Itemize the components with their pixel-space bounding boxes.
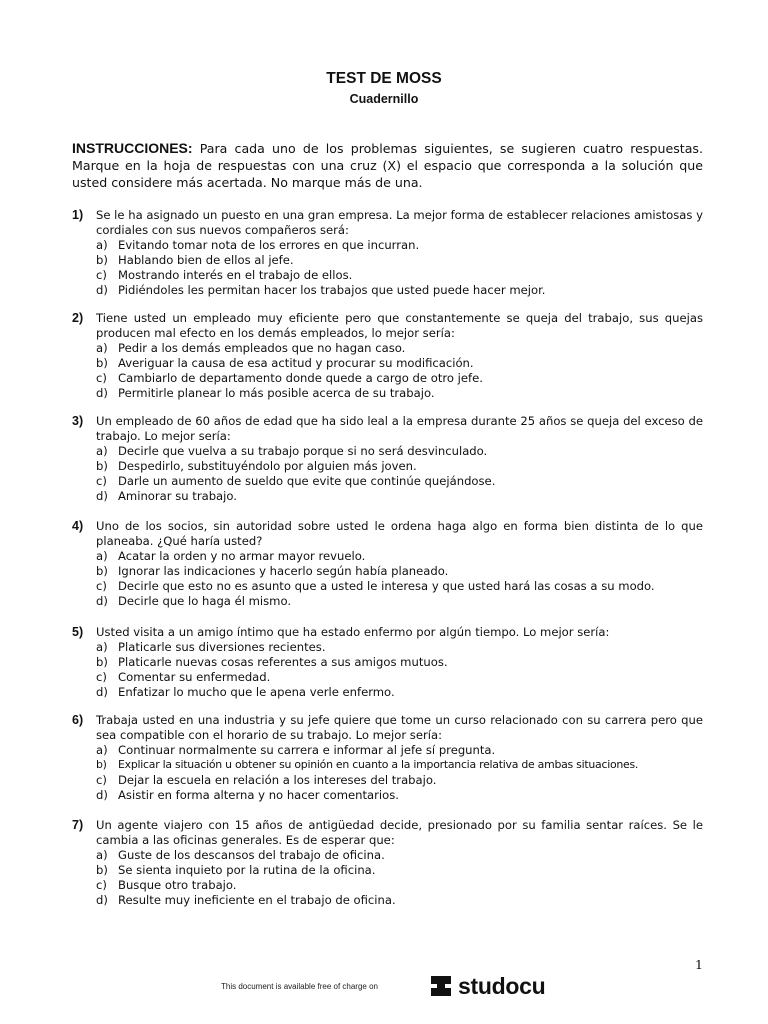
question-number: 7) xyxy=(72,818,84,832)
option-letter: a) xyxy=(96,847,108,862)
option-text: Enfatizar lo mucho que le apena verle enfermo. xyxy=(118,684,395,699)
instructions-paragraph xyxy=(72,140,703,191)
option-text: Platicarle sus diversiones recientes. xyxy=(118,639,326,654)
question-stem: Un agente viajero con 15 años de antigüedad decide, presionado por su familia sentar raíces. Se le cambia a las oficinas generales. Es de esperar que: xyxy=(96,818,703,847)
answer-options xyxy=(96,848,703,908)
option-text: Busque otro trabajo. xyxy=(118,877,237,892)
document-subtitle: Cuadernillo xyxy=(349,92,419,106)
footer-availability-text: This document is available free of charge on xyxy=(221,982,378,991)
answer-option xyxy=(96,863,703,878)
option-letter: b) xyxy=(96,563,108,578)
answer-option xyxy=(96,893,703,908)
option-letter: b) xyxy=(96,654,108,669)
studocu-brand-link[interactable] xyxy=(426,971,545,1001)
answer-option xyxy=(96,371,703,386)
question-stem: Trabaja usted en una industria y su jefe quiere que tome un curso relacionado con su carrera pero que sea compatible con el horario de su trabajo. Lo mejor sería: xyxy=(96,713,703,742)
answer-option xyxy=(96,356,703,371)
option-text: Ignorar las indicaciones y hacerlo según había planeado. xyxy=(118,563,449,578)
option-text: Pidiéndoles les permitan hacer los trabajos que usted puede hacer mejor. xyxy=(118,282,546,297)
question-number: 2) xyxy=(72,311,84,325)
option-letter: d) xyxy=(96,684,108,699)
question-number: 4) xyxy=(72,519,84,533)
answer-option xyxy=(96,386,703,401)
question-item xyxy=(72,713,703,802)
option-text: Guste de los descansos del trabajo de oficina. xyxy=(118,847,385,862)
option-text: Hablando bien de ellos al jefe. xyxy=(118,252,294,267)
option-text: Resulte muy ineficiente en el trabajo de oficina. xyxy=(118,892,396,907)
answer-options xyxy=(96,341,703,401)
option-letter: d) xyxy=(96,282,108,297)
answer-option xyxy=(96,283,703,298)
option-text: Despedirlo, substituyéndolo por alguien más joven. xyxy=(118,458,417,473)
option-letter: d) xyxy=(96,787,108,802)
option-text: Platicarle nuevas cosas referentes a sus amigos mutuos. xyxy=(118,654,448,669)
option-letter: d) xyxy=(96,488,108,503)
option-letter: a) xyxy=(96,443,108,458)
option-letter: a) xyxy=(96,742,108,757)
answer-option xyxy=(96,640,703,655)
option-text: Acatar la orden y no armar mayor revuelo. xyxy=(118,548,366,563)
answer-option xyxy=(96,743,703,758)
option-text: Pedir a los demás empleados que no hagan caso. xyxy=(118,340,406,355)
option-letter: b) xyxy=(96,458,108,473)
option-text: Mostrando interés en el trabajo de ellos. xyxy=(118,267,353,282)
option-text: Aminorar su trabajo. xyxy=(118,488,237,503)
question-item xyxy=(72,519,703,608)
option-letter: b) xyxy=(96,355,108,370)
answer-option xyxy=(96,549,703,564)
option-text: Averiguar la causa de esa actitud y procurar su modificación. xyxy=(118,355,474,370)
page-number: 1 xyxy=(695,957,703,972)
option-letter: a) xyxy=(96,639,108,654)
answer-option xyxy=(96,489,703,504)
option-letter: c) xyxy=(96,578,107,593)
document-title: TEST DE MOSS xyxy=(326,70,442,87)
option-text: Comentar su enfermedad. xyxy=(118,669,271,684)
answer-option xyxy=(96,459,703,474)
question-stem: Un empleado de 60 años de edad que ha sido leal a la empresa durante 25 años se queja del exceso de trabajo. Lo mejor sería: xyxy=(96,414,703,443)
option-letter: c) xyxy=(96,267,107,282)
question-stem: Tiene usted un empleado muy eficiente pero que constantemente se queja del trabajo, sus quejas producen mal efecto en los demás empleados, lo mejor sería: xyxy=(96,311,703,340)
question-stem: Usted visita a un amigo íntimo que ha estado enfermo por algún tiempo. Lo mejor sería: xyxy=(96,625,610,639)
question-item xyxy=(72,414,703,503)
option-letter: b) xyxy=(96,757,107,771)
option-text: Decirle que lo haga él mismo. xyxy=(118,593,292,608)
option-letter: a) xyxy=(96,340,108,355)
question-item xyxy=(72,311,703,400)
question-stem: Se le ha asignado un puesto en una gran empresa. La mejor forma de establecer relaciones amistosas y cordiales con sus nuevos compañeros será: xyxy=(96,208,703,237)
answer-option xyxy=(96,341,703,356)
answer-option xyxy=(96,773,703,788)
answer-option xyxy=(96,253,703,268)
question-item xyxy=(72,625,703,700)
brand-name: studocu xyxy=(458,972,546,999)
option-letter: c) xyxy=(96,370,107,385)
question-number: 6) xyxy=(72,713,84,727)
answer-option xyxy=(96,758,703,773)
answer-option xyxy=(96,579,703,594)
question-number: 5) xyxy=(72,625,84,639)
option-text: Se sienta inquieto por la rutina de la oficina. xyxy=(118,862,376,877)
option-text: Evitando tomar nota de los errores en que incurran. xyxy=(118,237,420,252)
option-letter: a) xyxy=(96,237,108,252)
question-number: 3) xyxy=(72,414,84,428)
option-letter: a) xyxy=(96,548,108,563)
option-letter: c) xyxy=(96,473,107,488)
answer-option xyxy=(96,878,703,893)
option-letter: c) xyxy=(96,772,107,787)
answer-option xyxy=(96,268,703,283)
answer-option xyxy=(96,474,703,489)
answer-option xyxy=(96,670,703,685)
option-text: Dejar la escuela en relación a los intereses del trabajo. xyxy=(118,772,437,787)
option-text: Decirle que vuelva a su trabajo porque si no será desvinculado. xyxy=(118,443,488,458)
answer-options xyxy=(96,238,703,298)
answer-option xyxy=(96,238,703,253)
question-item xyxy=(72,818,703,907)
option-text: Continuar normalmente su carrera e informar al jefe sí pregunta. xyxy=(118,742,496,757)
option-text: Darle un aumento de sueldo que evite que continúe quejándose. xyxy=(118,473,496,488)
option-letter: d) xyxy=(96,385,108,400)
option-text: Cambiarlo de departamento donde quede a cargo de otro jefe. xyxy=(118,370,483,385)
option-text: Explicar la situación u obtener su opinión en cuanto a la importancia relativa de ambas situaciones. xyxy=(118,757,639,771)
answer-option xyxy=(96,594,703,609)
answer-option xyxy=(96,655,703,670)
answer-options xyxy=(96,549,703,609)
question-stem: Uno de los socios, sin autoridad sobre usted le ordena haga algo en forma bien distinta de lo que planeaba. ¿Qué haría usted? xyxy=(96,519,703,548)
question-number: 1) xyxy=(72,208,84,222)
instructions-lead: INSTRUCCIONES: xyxy=(72,140,193,156)
question-item xyxy=(72,208,703,297)
answer-option xyxy=(96,564,703,579)
answer-option xyxy=(96,444,703,459)
option-letter: b) xyxy=(96,862,108,877)
answer-options xyxy=(96,640,703,700)
option-letter: c) xyxy=(96,877,107,892)
answer-option xyxy=(96,848,703,863)
instructions-text: Para cada uno de los problemas siguientes, se sugieren cuatro respuestas. Marque en la hoja de respuestas con una cruz (X) el espacio que corresponda a la solución que usted considere más acertada. No marque más de una. xyxy=(72,141,703,190)
answer-options xyxy=(96,444,703,504)
option-text: Asistir en forma alterna y no hacer comentarios. xyxy=(118,787,399,802)
answer-options xyxy=(96,743,703,803)
option-letter: d) xyxy=(96,892,108,907)
studocu-logo-icon xyxy=(426,971,456,1001)
answer-option xyxy=(96,788,703,803)
option-text: Decirle que esto no es asunto que a usted le interesa y que usted hará las cosas a su modo. xyxy=(118,578,655,593)
option-letter: c) xyxy=(96,669,107,684)
option-letter: d) xyxy=(96,593,108,608)
option-letter: b) xyxy=(96,252,108,267)
answer-option xyxy=(96,685,703,700)
option-text: Permitirle planear lo más posible acerca de su trabajo. xyxy=(118,385,435,400)
